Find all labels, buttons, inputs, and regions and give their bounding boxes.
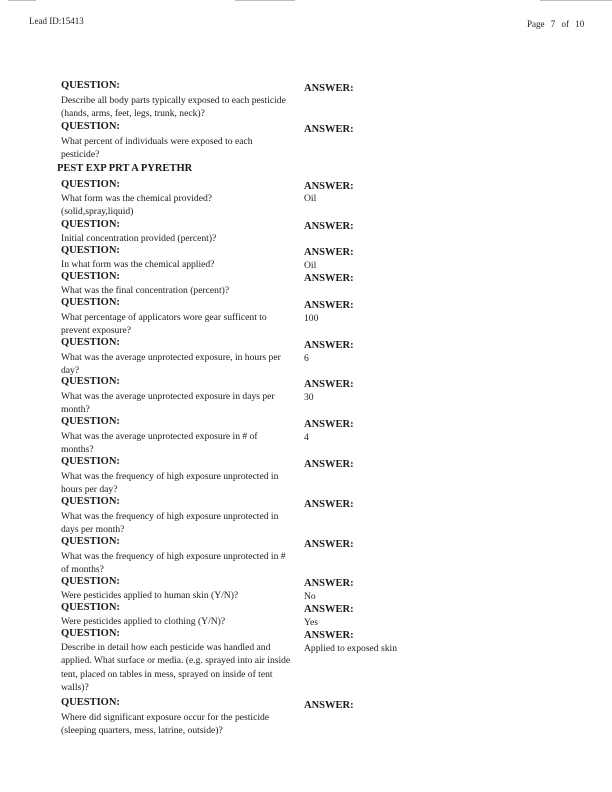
question-text: What was the average unprotected exposure in # of months? [61, 431, 258, 456]
question-label: QUESTION: [61, 121, 120, 132]
answer-label: ANSWER: [304, 340, 354, 351]
question-text: What was the average unprotected exposure in days per month? [61, 391, 275, 416]
answer-label: ANSWER: [304, 539, 354, 550]
question-label: QUESTION: [61, 496, 120, 507]
page-indicator [527, 19, 588, 29]
answer-text: Applied to exposed skin [304, 643, 397, 654]
lead-id: Lead ID:15413 [29, 16, 84, 26]
answer-text: No [304, 591, 316, 602]
question-label: QUESTION: [61, 219, 120, 230]
answer-label: ANSWER: [304, 124, 354, 135]
question-text: Describe all body parts typically exposed to each pesticide (hands, arms, feet, legs, trunk, neck)? [61, 95, 286, 120]
question-text: What was the frequency of high exposure unprotected in days per month? [61, 511, 279, 536]
question-text: What was the frequency of high exposure unprotected in # of months? [61, 551, 286, 576]
answer-label: ANSWER: [304, 181, 354, 192]
answer-label: ANSWER: [304, 459, 354, 470]
page-of: of [561, 19, 569, 29]
question-text: Initial concentration provided (percent)? [61, 233, 217, 244]
answer-label: ANSWER: [304, 273, 354, 284]
answer-label: ANSWER: [304, 300, 354, 311]
answer-text: 6 [304, 353, 309, 364]
question-label: QUESTION: [61, 416, 120, 427]
answer-label: ANSWER: [304, 83, 354, 94]
answer-text: Yes [304, 617, 318, 628]
question-text: What was the average unprotected exposure, in hours per day? [61, 352, 281, 377]
page-current: 7 [550, 19, 556, 29]
question-text: What percentage of applicators wore gear sufficent to prevent exposure? [61, 312, 267, 337]
answer-text: 4 [304, 432, 309, 443]
answer-label: ANSWER: [304, 419, 354, 430]
question-text: What was the final concentration (percent)? [61, 285, 230, 296]
question-label: QUESTION: [61, 456, 120, 467]
answer-text: Oil [304, 193, 317, 204]
question-label: QUESTION: [61, 179, 120, 190]
section-title: PEST EXP PRT A PYRETHR [57, 163, 193, 174]
answer-text: Oil [304, 260, 317, 271]
question-label: QUESTION: [61, 80, 120, 91]
answer-text: 30 [304, 392, 314, 403]
question-label: QUESTION: [61, 376, 120, 387]
answer-label: ANSWER: [304, 379, 354, 390]
answer-label: ANSWER: [304, 247, 354, 258]
answer-label: ANSWER: [304, 578, 354, 589]
question-label: QUESTION: [61, 337, 120, 348]
question-label: QUESTION: [61, 602, 120, 613]
question-text: What percent of individuals were exposed to each pesticide? [61, 136, 253, 161]
question-label: QUESTION: [61, 245, 120, 256]
question-text: Describe in detail how each pesticide was handled and applied. What surface or media. (e.g. sprayed into air inside tent, placed on tables in mess, sprayed on inside of tent walls)? [61, 642, 291, 693]
question-text: In what form was the chemical applied? [61, 259, 215, 270]
scan-edge-line [540, 0, 612, 1]
question-text: Were pesticides applied to human skin (Y/N)? [61, 590, 239, 601]
question-label: QUESTION: [61, 576, 120, 587]
question-text: Were pesticides applied to clothing (Y/N)? [61, 616, 226, 627]
page-total: 10 [575, 19, 585, 29]
scan-edge-line [8, 0, 36, 1]
answer-label: ANSWER: [304, 630, 354, 641]
question-label: QUESTION: [61, 697, 120, 708]
scan-edge-line [235, 0, 295, 1]
answer-label: ANSWER: [304, 499, 354, 510]
page-label: Page [527, 19, 545, 29]
answer-label: ANSWER: [304, 604, 354, 615]
question-label: QUESTION: [61, 271, 120, 282]
question-text: What form was the chemical provided?(solid,spray,liquid) [61, 193, 213, 218]
answer-label: ANSWER: [304, 700, 354, 711]
answer-label: ANSWER: [304, 221, 354, 232]
answer-text: 100 [304, 313, 319, 324]
question-label: QUESTION: [61, 536, 120, 547]
question-text: Where did significant exposure occur for the pesticide (sleeping quarters, mess, latrine, outside)? [61, 712, 270, 737]
question-label: QUESTION: [61, 628, 120, 639]
question-text: What was the frequency of high exposure unprotected in hours per day? [61, 471, 279, 496]
question-label: QUESTION: [61, 297, 120, 308]
